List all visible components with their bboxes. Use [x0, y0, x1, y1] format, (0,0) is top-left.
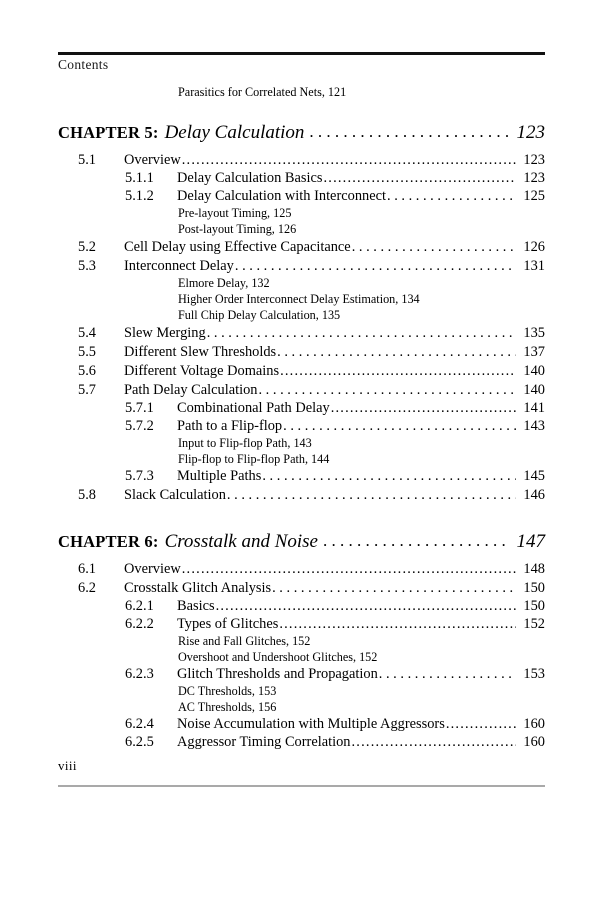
section-page-number: 141: [523, 400, 545, 416]
toc-subentry[interactable]: Rise and Fall Glitches, 152: [178, 634, 311, 648]
toc-subentry[interactable]: AC Thresholds, 156: [178, 700, 277, 714]
chapter-spacer: [0, 100, 600, 122]
section-page-number: 140: [523, 382, 545, 398]
heading-spacer: [0, 144, 600, 150]
toc-subentry[interactable]: Full Chip Delay Calculation, 135: [178, 308, 341, 322]
section-title: Path Delay Calculation: [124, 382, 258, 398]
section-number: 6.2.5: [125, 734, 154, 750]
dot-leader: [319, 531, 510, 551]
toc-subsection-row[interactable]: [58, 468, 545, 485]
section-number: 5.7.3: [125, 468, 154, 484]
toc-subentry[interactable]: Overshoot and Undershoot Glitches, 152: [178, 650, 378, 664]
dot-leader: [352, 239, 516, 256]
section-title: Overview: [124, 561, 181, 577]
section-number: 6.2: [78, 580, 96, 596]
dot-leader: [283, 418, 516, 435]
section-number: 5.7: [78, 382, 96, 398]
dot-leader: [262, 468, 516, 485]
section-page-number: 123: [523, 152, 545, 168]
chapter-title: Crosstalk and Noise: [164, 531, 318, 552]
chapter-page-number: 123: [516, 122, 545, 143]
chapter-label: CHAPTER 6:: [58, 532, 159, 551]
section-number: 5.7.1: [125, 400, 154, 416]
toc-body: [0, 84, 600, 751]
chapter-label: CHAPTER 5:: [58, 123, 159, 142]
dot-leader: [446, 716, 516, 733]
chapter-spacer: [0, 504, 600, 531]
section-title: Delay Calculation with Interconnect: [177, 188, 386, 204]
section-number: 5.1.2: [125, 188, 154, 204]
section-number: 5.4: [78, 325, 96, 341]
section-page-number: 126: [523, 239, 545, 255]
dot-leader: [235, 258, 516, 275]
toc-subentry[interactable]: Pre-layout Timing, 125: [178, 206, 292, 220]
toc-section-row[interactable]: [58, 152, 545, 169]
section-number: 5.7.2: [125, 418, 154, 434]
section-page-number: 131: [523, 258, 545, 274]
toc-subentry[interactable]: Flip-flop to Flip-flop Path, 144: [178, 452, 330, 466]
toc-subsection-row[interactable]: [58, 598, 545, 615]
section-number: 6.2.1: [125, 598, 154, 614]
section-page-number: 160: [523, 716, 545, 732]
toc-section-row[interactable]: [58, 344, 545, 361]
toc-subsection-row[interactable]: [58, 170, 545, 187]
page-folio: viii: [58, 758, 77, 773]
section-page-number: 153: [523, 666, 545, 682]
toc-subsection-row[interactable]: [58, 400, 545, 417]
toc-subsection-row[interactable]: [58, 616, 545, 633]
dot-leader: [279, 616, 516, 633]
toc-section-row[interactable]: [58, 580, 545, 597]
section-title: Crosstalk Glitch Analysis: [124, 580, 272, 596]
toc-subsection-row[interactable]: [58, 418, 545, 435]
dot-leader: [379, 666, 516, 683]
section-number: 5.6: [78, 363, 96, 379]
section-page-number: 140: [523, 363, 545, 379]
section-page-number: 135: [523, 325, 545, 341]
section-page-number: 150: [523, 580, 545, 596]
footer-rule: [58, 785, 545, 787]
header-rule: [58, 52, 545, 55]
section-title: Overview: [124, 152, 181, 168]
section-page-number: 152: [523, 616, 545, 632]
section-title: Interconnect Delay: [124, 258, 234, 274]
toc-subentry[interactable]: Input to Flip-flop Path, 143: [178, 436, 312, 450]
section-page-number: 145: [523, 468, 545, 484]
section-page-number: 143: [523, 418, 545, 434]
dot-leader: [216, 598, 516, 615]
toc-subentry[interactable]: DC Thresholds, 153: [178, 684, 277, 698]
section-number: 5.8: [78, 487, 96, 503]
toc-subentry[interactable]: Parasitics for Correlated Nets, 121: [178, 85, 347, 99]
section-number: 5.2: [78, 239, 96, 255]
dot-leader: [305, 122, 510, 142]
section-number: 6.2.3: [125, 666, 154, 682]
section-title: Different Slew Thresholds: [124, 344, 277, 360]
section-number: 5.5: [78, 344, 96, 360]
chapter-page-number: 147: [516, 531, 545, 552]
toc-section-row[interactable]: [58, 363, 545, 380]
toc-subsection-row[interactable]: [58, 716, 545, 733]
toc-chapter-row[interactable]: [58, 122, 545, 144]
toc-subentry[interactable]: Post-layout Timing, 126: [178, 222, 297, 236]
toc-section-row[interactable]: [58, 325, 545, 342]
section-title: Slack Calculation: [124, 487, 226, 503]
running-head: [58, 57, 108, 73]
section-number: 6.1: [78, 561, 96, 577]
toc-subsection-row[interactable]: [58, 734, 545, 751]
section-page-number: 148: [523, 561, 545, 577]
section-title: Slew Merging: [124, 325, 206, 341]
section-title: Cell Delay using Effective Capacitance: [124, 239, 351, 255]
dot-leader: [272, 580, 516, 597]
toc-section-row[interactable]: [58, 561, 545, 578]
section-title: Basics: [177, 598, 215, 614]
dot-leader: [227, 487, 516, 504]
section-page-number: 137: [523, 344, 545, 360]
dot-leader: [280, 363, 516, 380]
chapter-title: Delay Calculation: [164, 122, 305, 143]
section-title: Types of Glitches: [177, 616, 279, 632]
running-head-text: Contents: [58, 57, 109, 72]
section-number: 5.1.1: [125, 170, 154, 186]
dot-leader: [323, 170, 516, 187]
section-number: 5.1: [78, 152, 96, 168]
toc-section-row[interactable]: [58, 382, 545, 399]
section-page-number: 160: [523, 734, 545, 750]
section-page-number: 146: [523, 487, 545, 503]
section-title: Multiple Paths: [177, 468, 262, 484]
section-number: 5.3: [78, 258, 96, 274]
dot-leader: [182, 561, 516, 578]
section-title: Noise Accumulation with Multiple Aggressors: [177, 716, 445, 732]
toc-subentry[interactable]: Elmore Delay, 132: [178, 276, 270, 290]
dot-leader: [207, 325, 516, 342]
section-title: Aggressor Timing Correlation: [177, 734, 351, 750]
section-page-number: 125: [523, 188, 545, 204]
dot-leader: [352, 734, 517, 751]
section-number: 6.2.2: [125, 616, 154, 632]
toc-chapter-row[interactable]: [58, 531, 545, 553]
section-page-number: 123: [523, 170, 545, 186]
section-title: Glitch Thresholds and Propagation: [177, 666, 378, 682]
dot-leader: [277, 344, 516, 361]
section-page-number: 150: [523, 598, 545, 614]
toc-section-row[interactable]: [58, 258, 545, 275]
section-title: Path to a Flip-flop: [177, 418, 283, 434]
toc-section-row[interactable]: [58, 239, 545, 256]
section-title: Combinational Path Delay: [177, 400, 330, 416]
dot-leader: [387, 188, 516, 205]
toc-section-row[interactable]: [58, 487, 545, 504]
heading-spacer: [0, 553, 600, 559]
section-title: Delay Calculation Basics: [177, 170, 323, 186]
section-number: 6.2.4: [125, 716, 154, 732]
toc-subsection-row[interactable]: [58, 666, 545, 683]
toc-subsection-row[interactable]: [58, 188, 545, 205]
dot-leader: [331, 400, 516, 417]
toc-subentry[interactable]: Higher Order Interconnect Delay Estimation, 134: [178, 292, 420, 306]
dot-leader: [258, 382, 516, 399]
section-title: Different Voltage Domains: [124, 363, 280, 379]
dot-leader: [182, 152, 516, 169]
